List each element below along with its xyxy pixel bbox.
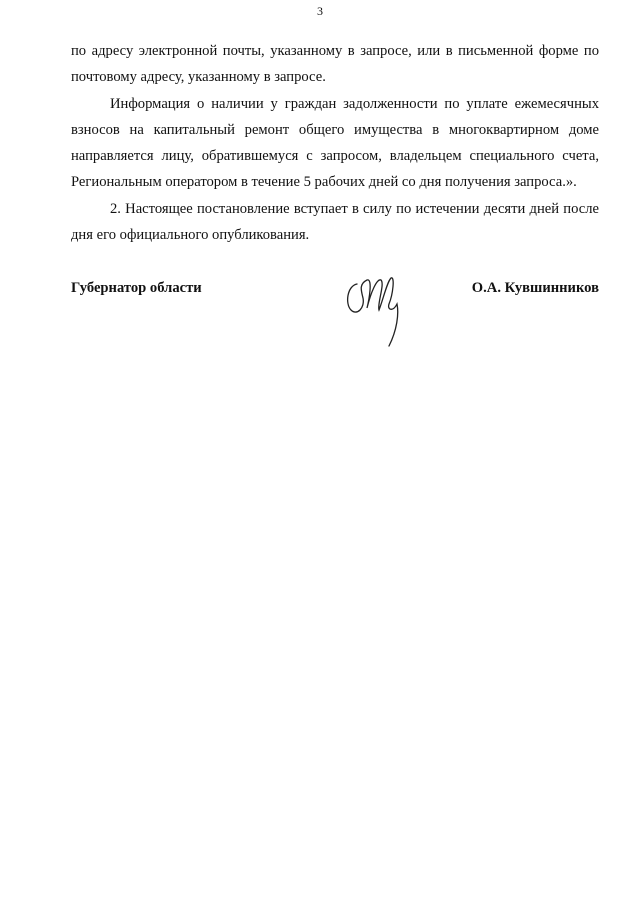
handwritten-signature [343,270,413,360]
signature-block [71,280,599,370]
page-number: 3 [317,4,323,18]
paragraph-entry-into-force: 2. Настоящее постановление вступает в силу по истечении десяти дней после дня его официального опубликования. [71,200,599,244]
paragraph-debt-information: Информация о наличии у граждан задолженности по уплате ежемесячных взносов на капитальный ремонт общего имущества в многоквартирном доме направляется лицу, обратившемуся с запросом, владельцем специального счета, Региональным оператором в течение 5 рабочих дней со дня получения запроса.». [71,95,599,191]
signatory-name: О.А. Кувшинников [471,280,599,296]
document-body [71,38,599,248]
paragraph-continuation: по адресу электронной почты, указанному в запросе, или в письменной форме по почтовому адресу, указанному в запросе. [71,43,599,86]
signatory-title: Губернатор области [71,280,202,296]
